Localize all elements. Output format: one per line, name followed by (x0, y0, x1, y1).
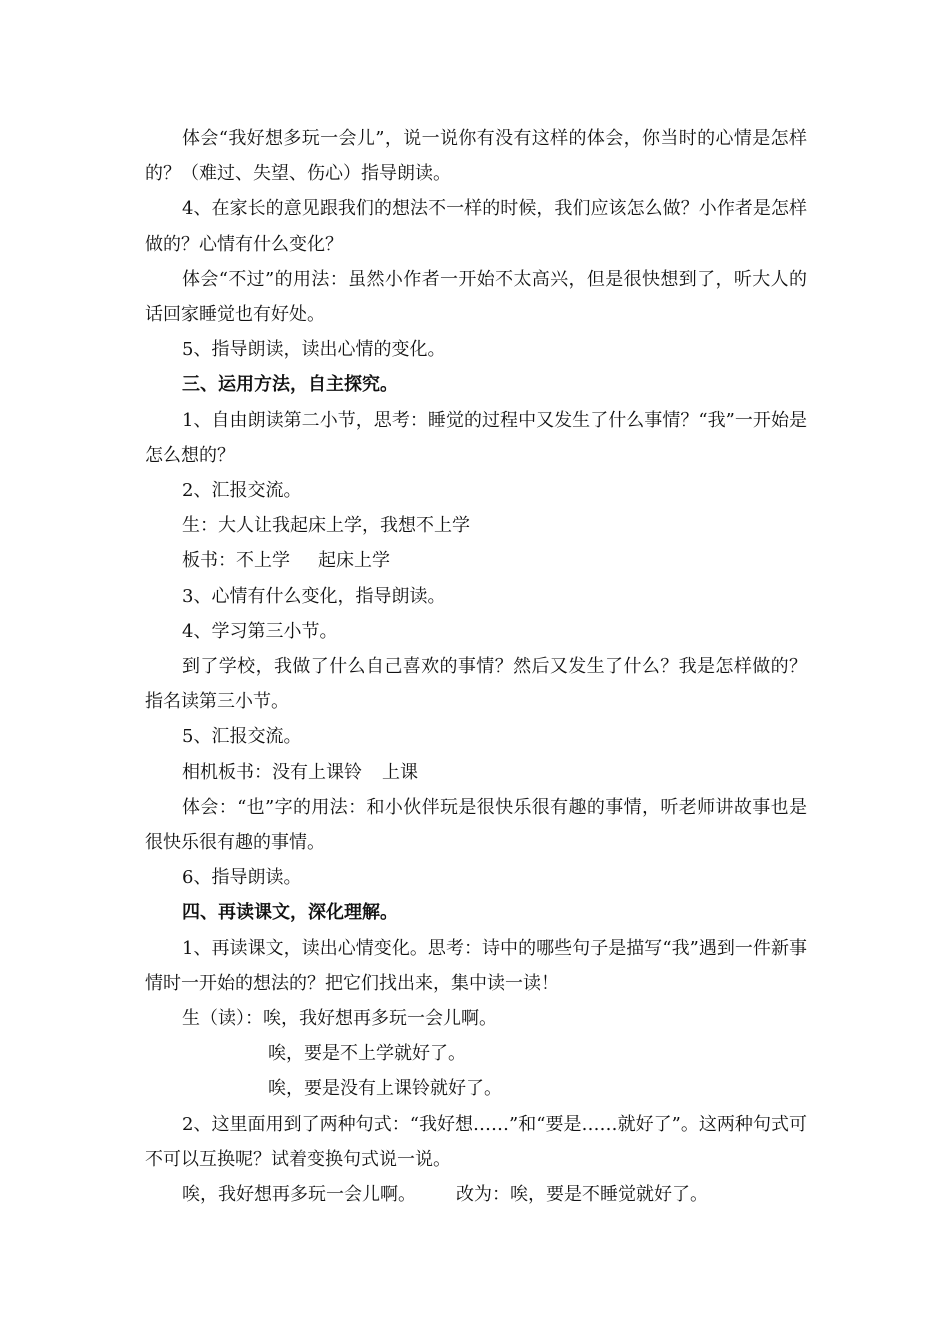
paragraph-student-read: 生（读）：唉，我好想再多玩一会儿啊。 (182, 1008, 497, 1030)
paragraph-step-1-second-verse: 1、自由朗读第二小节，思考：睡觉的过程中又发生了什么事情？“我”一开始是怎么想的？ (145, 409, 807, 466)
paragraph-step-3-mood: 3、心情有什么变化，指导朗读。 (182, 585, 446, 607)
paragraph-feel-ye: 体会：“也”字的用法：和小伙伴玩是很快乐很有趣的事情，听老师讲故事也是很快乐很有趣的事情。 (145, 796, 807, 854)
paragraph-rewrite-example (145, 1177, 807, 1212)
paragraph-step-4-parents: 4、在家长的意见跟我们的想法不一样的时候，我们应该怎么做？小作者是怎样做的？心情有什么变化？ (145, 198, 807, 255)
board-1-label: 板书：不上学 (182, 550, 290, 572)
paragraph-quote-no-school: 唉，要是不上学就好了。 (268, 1043, 466, 1065)
paragraph-school-question: 到了学校，我做了什么自己喜欢的事情？然后又发生了什么？我是怎样做的？指名读第三小节。 (145, 656, 807, 713)
paragraph-feel-play-more: 体会“我好想多玩一会儿”，说一说你有没有这样的体会，你当时的心情是怎样的？（难过、失望、伤心）指导朗读。 (145, 128, 807, 185)
paragraph-step-4-third-verse: 4、学习第三小节。 (182, 620, 338, 642)
document-body (145, 121, 807, 1212)
paragraph-step-1-reread: 1、再读课文，读出心情变化。思考：诗中的哪些句子是描写“我”遇到一件新事情时一开始的想法的？把它们找出来，集中读一读！ (145, 937, 807, 994)
paragraph-step-2-sentence-patterns: 2、这里面用到了两种句式：“我好想……”和“要是……就好了”。这两种句式可不可以互换呢？试着变换句式说一说。 (145, 1113, 807, 1170)
rewrite-changed: 改为：唉，要是不睡觉就好了。 (456, 1184, 708, 1206)
paragraph-student-answer: 生：大人让我起床上学，我想不上学 (182, 515, 470, 537)
paragraph-board-1 (145, 543, 807, 578)
paragraph-board-2 (145, 755, 807, 790)
paragraph-step-5-read: 5、指导朗读，读出心情的变化。 (182, 339, 446, 361)
section-heading-4: 四、再读课文，深化理解。 (182, 902, 398, 924)
paragraph-feel-buguo: 体会“不过”的用法：虽然小作者一开始不太高兴，但是很快想到了，听大人的话回家睡觉也有好处。 (145, 268, 807, 326)
rewrite-original: 唉，我好想再多玩一会儿啊。 (182, 1184, 416, 1206)
paragraph-step-6-read: 6、指导朗读。 (182, 867, 302, 889)
paragraph-step-2-report: 2、汇报交流。 (182, 480, 302, 502)
paragraph-quote-no-bell: 唉，要是没有上课铃就好了。 (268, 1078, 502, 1100)
board-2-value: 上课 (382, 761, 418, 783)
paragraph-step-5-report: 5、汇报交流。 (182, 726, 302, 748)
section-heading-3: 三、运用方法，自主探究。 (182, 374, 398, 396)
board-2-label: 相机板书：没有上课铃 (182, 761, 362, 783)
board-1-value: 起床上学 (318, 550, 390, 572)
